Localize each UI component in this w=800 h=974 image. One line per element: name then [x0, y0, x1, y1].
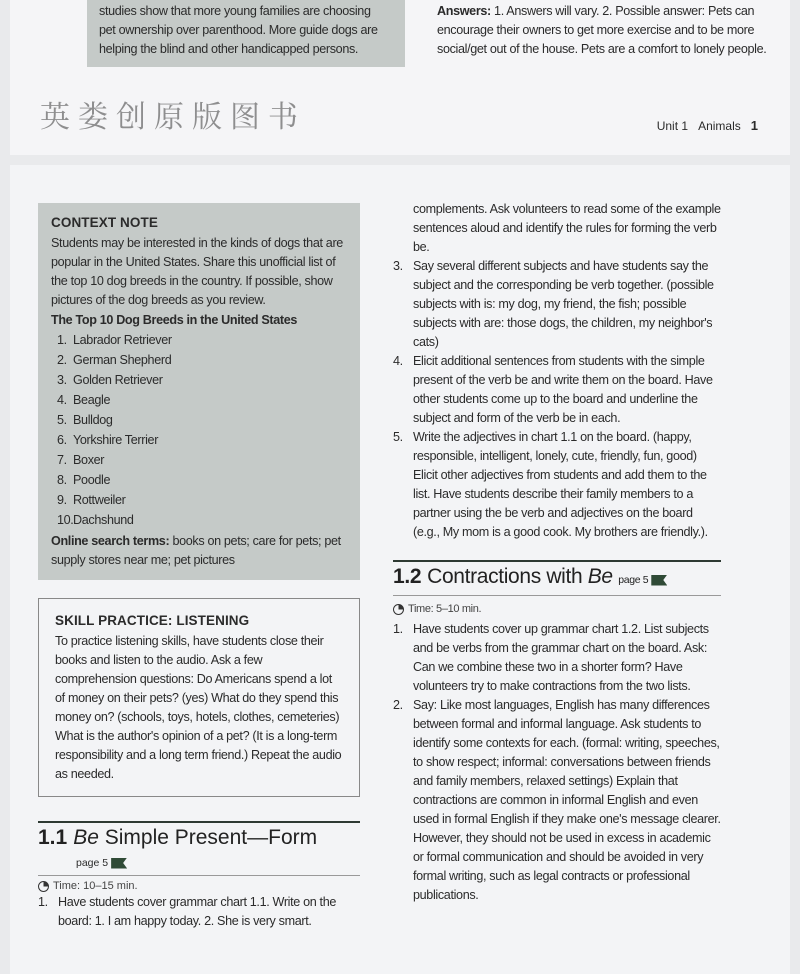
step-item [393, 696, 721, 905]
search-terms-text: books on pets; care for pets; pet supply stores near me; pet pictures [51, 534, 341, 567]
breed-name: Labrador Retriever [73, 333, 172, 347]
right-column [393, 200, 721, 905]
title-italic: Be [587, 565, 613, 588]
answers-text: 1. Answers will vary. 2. Possible answer: Pets can encourage their owners to get more exercise and to be more social/get out of the house. Pets are a comfort to lonely people. [437, 4, 767, 56]
note-line: helping the blind and other handicapped persons. [99, 42, 359, 56]
breed-name: Bulldog [73, 413, 113, 427]
top-note-box [87, 0, 405, 67]
breed-number: 3. [57, 373, 67, 387]
step-item [393, 257, 721, 352]
steps-list [393, 620, 721, 905]
continued-paragraph: complements. Ask volunteers to read some of the example sentences aloud and identify the rules for forming the verb be. [413, 202, 721, 254]
step-text: Say: Like most languages, English has many differences between formal and informal language. Ask students to identify some contexts for each. (formal: writing, speeches, to show respect; informal: conversations between friends and family members, relaxed settings) Explain that contractions are common in informal English and even used in formal English if they make one's message clearer. However, they should not be used in excess in academic or formal communication and should be avoided in very formal writing, such as legal contracts or professional publications. [413, 698, 721, 902]
breed-item [57, 370, 347, 390]
breed-item [57, 390, 347, 410]
step-number: 1. [38, 895, 48, 909]
breed-item [57, 430, 347, 450]
section-title [38, 823, 360, 853]
breed-number: 8. [57, 473, 67, 487]
breed-name: Yorkshire Terrier [73, 433, 159, 447]
context-note-heading: CONTEXT NOTE [51, 215, 158, 230]
step-text: Have students cover up grammar chart 1.2. List subjects and be verbs from the grammar chart on the board. Ask: Can we combine these two in a shorter form? Have volunteers try to make contractions from the two lists. [413, 622, 709, 693]
step-item [38, 893, 360, 931]
breed-item [57, 350, 347, 370]
breed-number: 6. [57, 433, 67, 447]
breed-number: 5. [57, 413, 67, 427]
section-number: 1.2 [393, 565, 422, 588]
breed-name: Golden Retriever [73, 373, 163, 387]
breed-name: German Shepherd [73, 353, 172, 367]
left-column [38, 203, 360, 931]
page-ref-text: page 5 [618, 574, 649, 586]
step-number: 1. [393, 622, 403, 636]
title-italic: Be [73, 826, 99, 849]
note-line: studies show that more young families are choosing [99, 4, 371, 18]
step-item [393, 428, 721, 542]
watermark: 英娄创原版图书 [40, 100, 306, 135]
breed-name: Rottweiler [73, 493, 126, 507]
time-indicator [38, 880, 360, 892]
steps-list [38, 893, 360, 931]
breed-number: 9. [57, 493, 67, 507]
breed-name: Boxer [73, 453, 105, 467]
skill-practice-box [38, 598, 360, 797]
footer-title: Animals [698, 119, 741, 133]
answers-paragraph [437, 2, 767, 59]
steps-list [393, 257, 721, 542]
section-1-2 [393, 560, 721, 905]
skill-practice-body: To practice listening skills, have students close their books and listen to the audio. Ask a few comprehension questions: Do Americans spend a lot of money on their pets? (yes) What do they spend this money on? (schools, toys, hotels, clothes, cemeteries) What is the author's opinion of a pet? (It is a long-term responsibility and a long term friend.) Repeat the audio as needed. [55, 634, 342, 781]
title-rest: Contractions with [427, 565, 588, 588]
time-indicator [393, 600, 721, 619]
section-1-1 [38, 821, 360, 931]
breed-item [57, 510, 347, 530]
title-rest: Simple Present—Form [98, 826, 318, 849]
page-reference [76, 857, 127, 869]
step-item [393, 620, 721, 696]
step-number: 3. [393, 259, 403, 273]
breed-number: 4. [57, 393, 67, 407]
page-reference [618, 565, 667, 595]
step-number: 2. [393, 698, 403, 712]
breed-number: 7. [57, 453, 67, 467]
clock-icon [393, 604, 404, 615]
step-number: 4. [393, 354, 403, 368]
breed-item [57, 490, 347, 510]
context-note-box [38, 203, 360, 580]
note-line: pet ownership over parenthood. More guide dogs are [99, 23, 378, 37]
time-text: Time: 5–10 min. [408, 603, 482, 615]
step-text: Say several different subjects and have students say the subject and the corresponding be verb together. (possible subjects with is: my dog, my friend, the fish; possible subjects with are: those dogs, the children, my neighbor's cats) [413, 259, 714, 349]
breed-item [57, 470, 347, 490]
answers-label: Answers: [437, 4, 491, 18]
time-text: Time: 10–15 min. [53, 880, 138, 892]
previous-page [10, 0, 790, 155]
page-ref-text: page 5 [76, 857, 109, 869]
step-text: Have students cover grammar chart 1.1. Write on the board: 1. I am happy today. 2. She is very smart. [58, 895, 336, 928]
skill-practice-heading: SKILL PRACTICE: LISTENING [55, 613, 250, 628]
search-terms-label: Online search terms: [51, 534, 170, 548]
step-text: Elicit additional sentences from students with the simple present of the verb be and write them on the board. Have other students come up to the board and underline the subject and form of the verb be in each. [413, 354, 713, 425]
breeds-list-title: The Top 10 Dog Breeds in the United States [51, 313, 298, 327]
breed-name: Beagle [73, 393, 111, 407]
flag-icon [651, 575, 667, 586]
page-number: 1 [750, 118, 758, 133]
page-footer [647, 118, 758, 133]
breed-item [57, 410, 347, 430]
breed-number: 1. [57, 333, 67, 347]
step-text: Write the adjectives in chart 1.1 on the board. (happy, responsible, intelligent, lonely, cute, friendly, fun, good) Elicit other adjectives from students and add them to the list. Have students describe their family members to a partner using the be verb and adjectives on the board (e.g., My mom is a good cook. My brothers are friendly.). [413, 430, 708, 539]
breed-item [57, 450, 347, 470]
section-number: 1.1 [38, 826, 68, 849]
breed-name: Poodle [73, 473, 111, 487]
footer-unit: Unit 1 [656, 119, 689, 133]
breed-number: 2. [57, 353, 67, 367]
clock-icon [38, 881, 49, 892]
section-title [393, 562, 721, 596]
breeds-list [57, 330, 347, 530]
flag-icon [111, 858, 127, 869]
step-number: 5. [393, 430, 403, 444]
breed-name: Dachshund [73, 513, 134, 527]
context-note-body: Students may be interested in the kinds of dogs that are popular in the United States. Share this unofficial list of the top 10 dog breeds in the country. If possible, show pictures of the dog breeds as you review. [51, 236, 343, 307]
breed-number: 10. [57, 513, 74, 527]
breed-item [57, 330, 347, 350]
step-item [393, 352, 721, 428]
